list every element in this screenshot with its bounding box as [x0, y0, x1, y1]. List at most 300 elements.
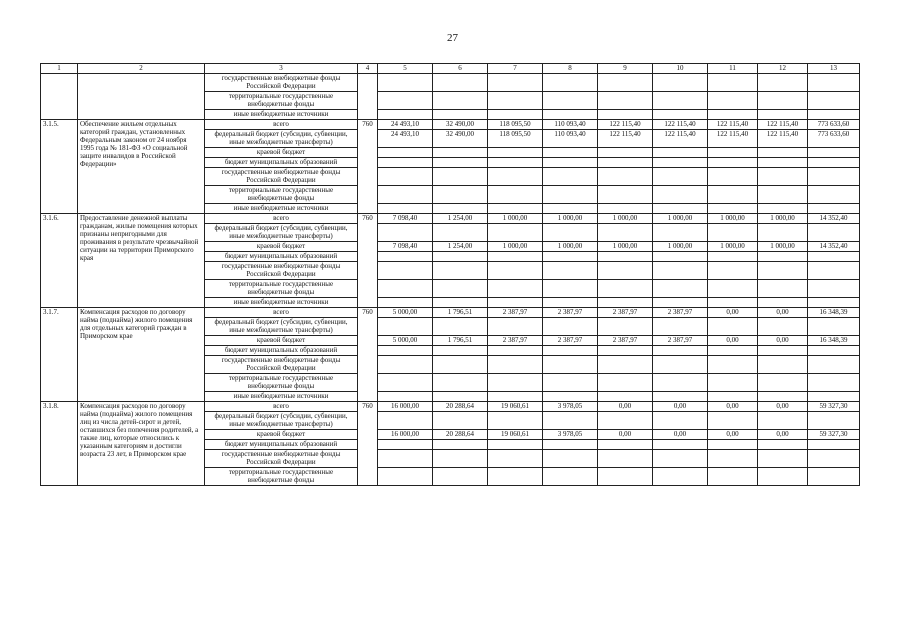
value-cell — [808, 148, 860, 158]
header-cell: 5 — [378, 64, 433, 74]
funding-source-cell: иные внебюджетные источники — [205, 298, 358, 308]
value-cell — [758, 440, 808, 450]
value-cell: 122 115,40 — [708, 130, 758, 148]
value-cell — [598, 450, 653, 468]
value-cell — [758, 412, 808, 430]
value-cell — [433, 374, 488, 392]
value-cell — [543, 168, 598, 186]
value-cell — [598, 204, 653, 214]
value-cell: 7 098,40 — [378, 214, 433, 224]
value-cell — [758, 450, 808, 468]
value-cell — [708, 450, 758, 468]
value-cell — [433, 412, 488, 430]
value-cell — [543, 148, 598, 158]
value-cell: 1 000,00 — [598, 214, 653, 224]
value-cell — [378, 468, 433, 486]
value-cell: 0,00 — [708, 430, 758, 440]
funding-source-cell: краевой бюджет — [205, 242, 358, 252]
value-cell — [708, 468, 758, 486]
value-cell — [488, 168, 543, 186]
funding-source-cell: иные внебюджетные источники — [205, 204, 358, 214]
value-cell: 118 095,50 — [488, 130, 543, 148]
item-name-cell: Компенсация расходов по договору найма (поднайма) жилого помещения для отдельных категорий граждан в Приморском крае — [78, 308, 205, 402]
funding-source-cell: иные внебюджетные источники — [205, 392, 358, 402]
page-number: 27 — [447, 32, 458, 44]
funding-source-cell: краевой бюджет — [205, 430, 358, 440]
value-cell — [758, 74, 808, 92]
value-cell: 1 796,51 — [433, 336, 488, 346]
value-cell: 110 093,40 — [543, 130, 598, 148]
value-cell: 24 493,10 — [378, 120, 433, 130]
item-name-cell — [78, 74, 205, 120]
funding-source-cell: федеральный бюджет (субсидии, субвенции, иные межбюджетные трансферты) — [205, 318, 358, 336]
value-cell — [808, 346, 860, 356]
value-cell — [598, 356, 653, 374]
value-cell — [598, 92, 653, 110]
value-cell — [808, 440, 860, 450]
value-cell — [543, 224, 598, 242]
value-cell: 0,00 — [653, 402, 708, 412]
grbs-cell: 760 — [358, 214, 378, 308]
value-cell: 0,00 — [653, 430, 708, 440]
value-cell — [708, 412, 758, 430]
value-cell — [808, 92, 860, 110]
value-cell — [708, 318, 758, 336]
value-cell — [378, 392, 433, 402]
value-cell — [758, 92, 808, 110]
value-cell — [543, 356, 598, 374]
value-cell — [808, 374, 860, 392]
value-cell — [808, 356, 860, 374]
header-cell: 4 — [358, 64, 378, 74]
value-cell — [653, 468, 708, 486]
value-cell — [543, 280, 598, 298]
value-cell — [378, 158, 433, 168]
value-cell — [378, 92, 433, 110]
funding-source-cell: федеральный бюджет (субсидии, субвенции, иные межбюджетные трансферты) — [205, 130, 358, 148]
value-cell: 2 387,97 — [598, 336, 653, 346]
value-cell — [598, 186, 653, 204]
value-cell: 0,00 — [758, 402, 808, 412]
value-cell — [708, 158, 758, 168]
value-cell: 122 115,40 — [653, 130, 708, 148]
value-cell — [543, 262, 598, 280]
value-cell — [378, 74, 433, 92]
header-cell: 8 — [543, 64, 598, 74]
table-row — [41, 308, 860, 318]
item-code-cell: 3.1.6. — [41, 214, 78, 308]
value-cell — [543, 450, 598, 468]
grbs-cell: 760 — [358, 308, 378, 402]
value-cell — [378, 110, 433, 120]
value-cell — [433, 110, 488, 120]
value-cell — [488, 148, 543, 158]
funding-source-cell: территориальные государственные внебюджетные фонды — [205, 374, 358, 392]
value-cell — [758, 110, 808, 120]
item-code-cell — [41, 74, 78, 120]
value-cell: 122 115,40 — [598, 130, 653, 148]
value-cell — [488, 450, 543, 468]
value-cell — [543, 186, 598, 204]
grbs-cell: 760 — [358, 120, 378, 214]
value-cell — [708, 262, 758, 280]
value-cell: 19 060,61 — [488, 430, 543, 440]
value-cell — [543, 158, 598, 168]
value-cell — [758, 204, 808, 214]
funding-source-cell: государственные внебюджетные фонды Российской Федерации — [205, 356, 358, 374]
value-cell — [653, 356, 708, 374]
value-cell: 20 288,64 — [433, 402, 488, 412]
value-cell — [708, 356, 758, 374]
value-cell — [488, 74, 543, 92]
funding-source-cell: государственные внебюджетные фонды Российской Федерации — [205, 168, 358, 186]
value-cell — [708, 110, 758, 120]
value-cell — [758, 318, 808, 336]
value-cell: 122 115,40 — [758, 120, 808, 130]
value-cell: 14 352,40 — [808, 242, 860, 252]
value-cell — [653, 168, 708, 186]
value-cell: 1 000,00 — [598, 242, 653, 252]
value-cell: 118 095,50 — [488, 120, 543, 130]
value-cell — [808, 468, 860, 486]
value-cell: 5 000,00 — [378, 336, 433, 346]
value-cell — [653, 158, 708, 168]
value-cell — [433, 318, 488, 336]
value-cell — [758, 280, 808, 298]
value-cell — [653, 318, 708, 336]
value-cell — [598, 224, 653, 242]
value-cell — [378, 412, 433, 430]
value-cell — [433, 262, 488, 280]
value-cell — [758, 468, 808, 486]
value-cell — [543, 346, 598, 356]
value-cell — [433, 186, 488, 204]
value-cell — [488, 110, 543, 120]
value-cell — [433, 252, 488, 262]
value-cell — [808, 262, 860, 280]
value-cell — [708, 392, 758, 402]
value-cell: 32 490,00 — [433, 130, 488, 148]
grbs-cell: 760 — [358, 402, 378, 486]
value-cell — [653, 224, 708, 242]
table-row — [41, 120, 860, 130]
value-cell — [378, 298, 433, 308]
item-code-cell: 3.1.8. — [41, 402, 78, 486]
funding-source-cell: территориальные государственные внебюджетные фонды — [205, 468, 358, 486]
value-cell — [488, 204, 543, 214]
funding-source-cell: краевой бюджет — [205, 148, 358, 158]
value-cell — [378, 262, 433, 280]
value-cell — [808, 450, 860, 468]
value-cell — [653, 204, 708, 214]
item-code-cell: 3.1.7. — [41, 308, 78, 402]
value-cell — [598, 440, 653, 450]
value-cell — [708, 440, 758, 450]
value-cell — [653, 148, 708, 158]
value-cell — [653, 110, 708, 120]
funding-source-cell: территориальные государственные внебюджетные фонды — [205, 92, 358, 110]
value-cell — [808, 168, 860, 186]
value-cell — [543, 392, 598, 402]
value-cell: 122 115,40 — [708, 120, 758, 130]
value-cell — [758, 374, 808, 392]
value-cell: 16 000,00 — [378, 430, 433, 440]
value-cell — [758, 168, 808, 186]
funding-source-cell: федеральный бюджет (субсидии, субвенции, иные межбюджетные трансферты) — [205, 412, 358, 430]
value-cell — [758, 252, 808, 262]
value-cell — [543, 110, 598, 120]
funding-source-cell: всего — [205, 308, 358, 318]
value-cell: 2 387,97 — [543, 308, 598, 318]
funding-source-cell: государственные внебюджетные фонды Российской Федерации — [205, 74, 358, 92]
value-cell: 122 115,40 — [758, 130, 808, 148]
value-cell: 1 254,00 — [433, 214, 488, 224]
value-cell — [758, 346, 808, 356]
value-cell — [433, 224, 488, 242]
value-cell — [488, 158, 543, 168]
value-cell — [488, 92, 543, 110]
funding-source-cell: иные внебюджетные источники — [205, 110, 358, 120]
value-cell — [543, 412, 598, 430]
value-cell — [488, 468, 543, 486]
value-cell: 2 387,97 — [598, 308, 653, 318]
value-cell: 16 348,39 — [808, 308, 860, 318]
value-cell — [653, 346, 708, 356]
value-cell — [543, 468, 598, 486]
value-cell: 7 098,40 — [378, 242, 433, 252]
value-cell: 59 327,30 — [808, 402, 860, 412]
funding-source-cell: всего — [205, 402, 358, 412]
value-cell — [543, 318, 598, 336]
value-cell: 20 288,64 — [433, 430, 488, 440]
funding-source-cell: государственные внебюджетные фонды Российской Федерации — [205, 450, 358, 468]
header-cell: 2 — [78, 64, 205, 74]
value-cell: 5 000,00 — [378, 308, 433, 318]
value-cell — [543, 374, 598, 392]
item-name-cell: Компенсация расходов по договору найма (поднайма) жилого помещения лиц из числа детей-сирот и детей, оставшихся без попечения родителей, а также лиц, которые относились к указанным категориям и достигли возраста 23 лет, в Приморском крае — [78, 402, 205, 486]
value-cell: 1 000,00 — [708, 214, 758, 224]
value-cell — [433, 356, 488, 374]
item-name-cell: Предоставление денежной выплаты гражданам, жилые помещения которых признаны непригодными для проживания в результате чрезвычайной ситуации на территории Приморского края — [78, 214, 205, 308]
funding-source-cell: всего — [205, 120, 358, 130]
value-cell: 0,00 — [708, 336, 758, 346]
value-cell — [653, 92, 708, 110]
value-cell: 1 000,00 — [653, 242, 708, 252]
value-cell: 1 000,00 — [488, 214, 543, 224]
value-cell — [433, 468, 488, 486]
value-cell: 0,00 — [598, 430, 653, 440]
value-cell — [808, 298, 860, 308]
value-cell: 773 633,60 — [808, 130, 860, 148]
value-cell — [433, 298, 488, 308]
value-cell — [708, 204, 758, 214]
value-cell — [378, 450, 433, 468]
value-cell: 2 387,97 — [488, 336, 543, 346]
funding-source-cell: бюджет муниципальных образований — [205, 252, 358, 262]
value-cell — [543, 298, 598, 308]
value-cell — [543, 74, 598, 92]
value-cell — [378, 440, 433, 450]
value-cell — [708, 148, 758, 158]
table-row — [41, 402, 860, 412]
value-cell — [378, 346, 433, 356]
value-cell: 2 387,97 — [543, 336, 598, 346]
value-cell — [433, 92, 488, 110]
value-cell — [808, 158, 860, 168]
header-cell: 3 — [205, 64, 358, 74]
value-cell — [433, 168, 488, 186]
header-cell: 13 — [808, 64, 860, 74]
header-cell: 6 — [433, 64, 488, 74]
value-cell — [488, 224, 543, 242]
value-cell — [808, 186, 860, 204]
funding-source-cell: федеральный бюджет (субсидии, субвенции, иные межбюджетные трансферты) — [205, 224, 358, 242]
value-cell: 773 633,60 — [808, 120, 860, 130]
value-cell — [598, 374, 653, 392]
value-cell — [758, 148, 808, 158]
value-cell: 0,00 — [708, 402, 758, 412]
value-cell: 0,00 — [708, 308, 758, 318]
value-cell — [488, 298, 543, 308]
table-row — [41, 214, 860, 224]
value-cell — [653, 440, 708, 450]
value-cell: 1 000,00 — [708, 242, 758, 252]
value-cell — [433, 148, 488, 158]
value-cell — [598, 346, 653, 356]
header-cell: 7 — [488, 64, 543, 74]
value-cell — [543, 204, 598, 214]
value-cell — [488, 186, 543, 204]
value-cell: 1 796,51 — [433, 308, 488, 318]
funding-source-cell: бюджет муниципальных образований — [205, 158, 358, 168]
value-cell: 19 060,61 — [488, 402, 543, 412]
value-cell — [758, 186, 808, 204]
value-cell — [598, 392, 653, 402]
value-cell — [598, 318, 653, 336]
header-cell: 1 — [41, 64, 78, 74]
value-cell — [708, 346, 758, 356]
value-cell — [378, 186, 433, 204]
value-cell — [378, 356, 433, 374]
value-cell: 3 978,05 — [543, 402, 598, 412]
value-cell: 16 000,00 — [378, 402, 433, 412]
value-cell — [653, 450, 708, 468]
funding-source-cell: бюджет муниципальных образований — [205, 346, 358, 356]
value-cell: 16 348,39 — [808, 336, 860, 346]
value-cell: 122 115,40 — [598, 120, 653, 130]
value-cell — [543, 92, 598, 110]
value-cell — [433, 392, 488, 402]
value-cell — [488, 392, 543, 402]
value-cell — [378, 204, 433, 214]
value-cell — [808, 318, 860, 336]
value-cell — [808, 280, 860, 298]
value-cell — [488, 262, 543, 280]
value-cell — [488, 252, 543, 262]
value-cell — [488, 412, 543, 430]
value-cell — [758, 356, 808, 374]
value-cell — [543, 252, 598, 262]
funding-source-cell: территориальные государственные внебюджетные фонды — [205, 186, 358, 204]
value-cell — [488, 356, 543, 374]
value-cell — [378, 148, 433, 158]
value-cell — [378, 252, 433, 262]
value-cell: 1 000,00 — [543, 214, 598, 224]
value-cell — [653, 298, 708, 308]
value-cell — [708, 186, 758, 204]
value-cell — [758, 392, 808, 402]
value-cell — [433, 204, 488, 214]
value-cell — [758, 298, 808, 308]
value-cell — [488, 346, 543, 356]
value-cell — [433, 450, 488, 468]
value-cell — [598, 468, 653, 486]
value-cell — [708, 252, 758, 262]
value-cell — [653, 252, 708, 262]
value-cell — [598, 158, 653, 168]
value-cell — [708, 280, 758, 298]
value-cell: 0,00 — [758, 430, 808, 440]
value-cell: 2 387,97 — [653, 308, 708, 318]
value-cell — [378, 168, 433, 186]
value-cell: 1 000,00 — [488, 242, 543, 252]
value-cell — [708, 92, 758, 110]
value-cell — [653, 412, 708, 430]
item-name-cell: Обеспечение жильем отдельных категорий граждан, установленных Федеральным законом от 24 ноября 1995 года № 181-ФЗ «О социальной защите инвалидов в Российской Федерации» — [78, 120, 205, 214]
funding-source-cell: всего — [205, 214, 358, 224]
value-cell — [598, 148, 653, 158]
value-cell: 1 000,00 — [653, 214, 708, 224]
table-row — [41, 74, 860, 92]
value-cell — [808, 74, 860, 92]
value-cell — [598, 110, 653, 120]
value-cell: 59 327,30 — [808, 430, 860, 440]
value-cell — [653, 186, 708, 204]
value-cell: 0,00 — [758, 336, 808, 346]
value-cell — [808, 252, 860, 262]
budget-table — [40, 63, 860, 486]
header-cell: 10 — [653, 64, 708, 74]
value-cell — [598, 298, 653, 308]
value-cell — [653, 262, 708, 280]
funding-source-cell: территориальные государственные внебюджетные фонды — [205, 280, 358, 298]
value-cell: 0,00 — [758, 308, 808, 318]
value-cell — [708, 374, 758, 392]
value-cell — [598, 280, 653, 298]
value-cell — [378, 224, 433, 242]
value-cell: 122 115,40 — [653, 120, 708, 130]
value-cell — [708, 298, 758, 308]
value-cell — [653, 280, 708, 298]
value-cell — [708, 224, 758, 242]
value-cell — [488, 440, 543, 450]
value-cell: 2 387,97 — [653, 336, 708, 346]
value-cell — [598, 262, 653, 280]
item-code-cell: 3.1.5. — [41, 120, 78, 214]
value-cell — [378, 318, 433, 336]
value-cell — [808, 204, 860, 214]
value-cell: 2 387,97 — [488, 308, 543, 318]
value-cell: 110 093,40 — [543, 120, 598, 130]
header-cell: 9 — [598, 64, 653, 74]
value-cell: 1 000,00 — [543, 242, 598, 252]
value-cell — [653, 74, 708, 92]
value-cell — [598, 252, 653, 262]
value-cell — [808, 392, 860, 402]
value-cell — [433, 346, 488, 356]
value-cell: 1 254,00 — [433, 242, 488, 252]
value-cell — [598, 168, 653, 186]
